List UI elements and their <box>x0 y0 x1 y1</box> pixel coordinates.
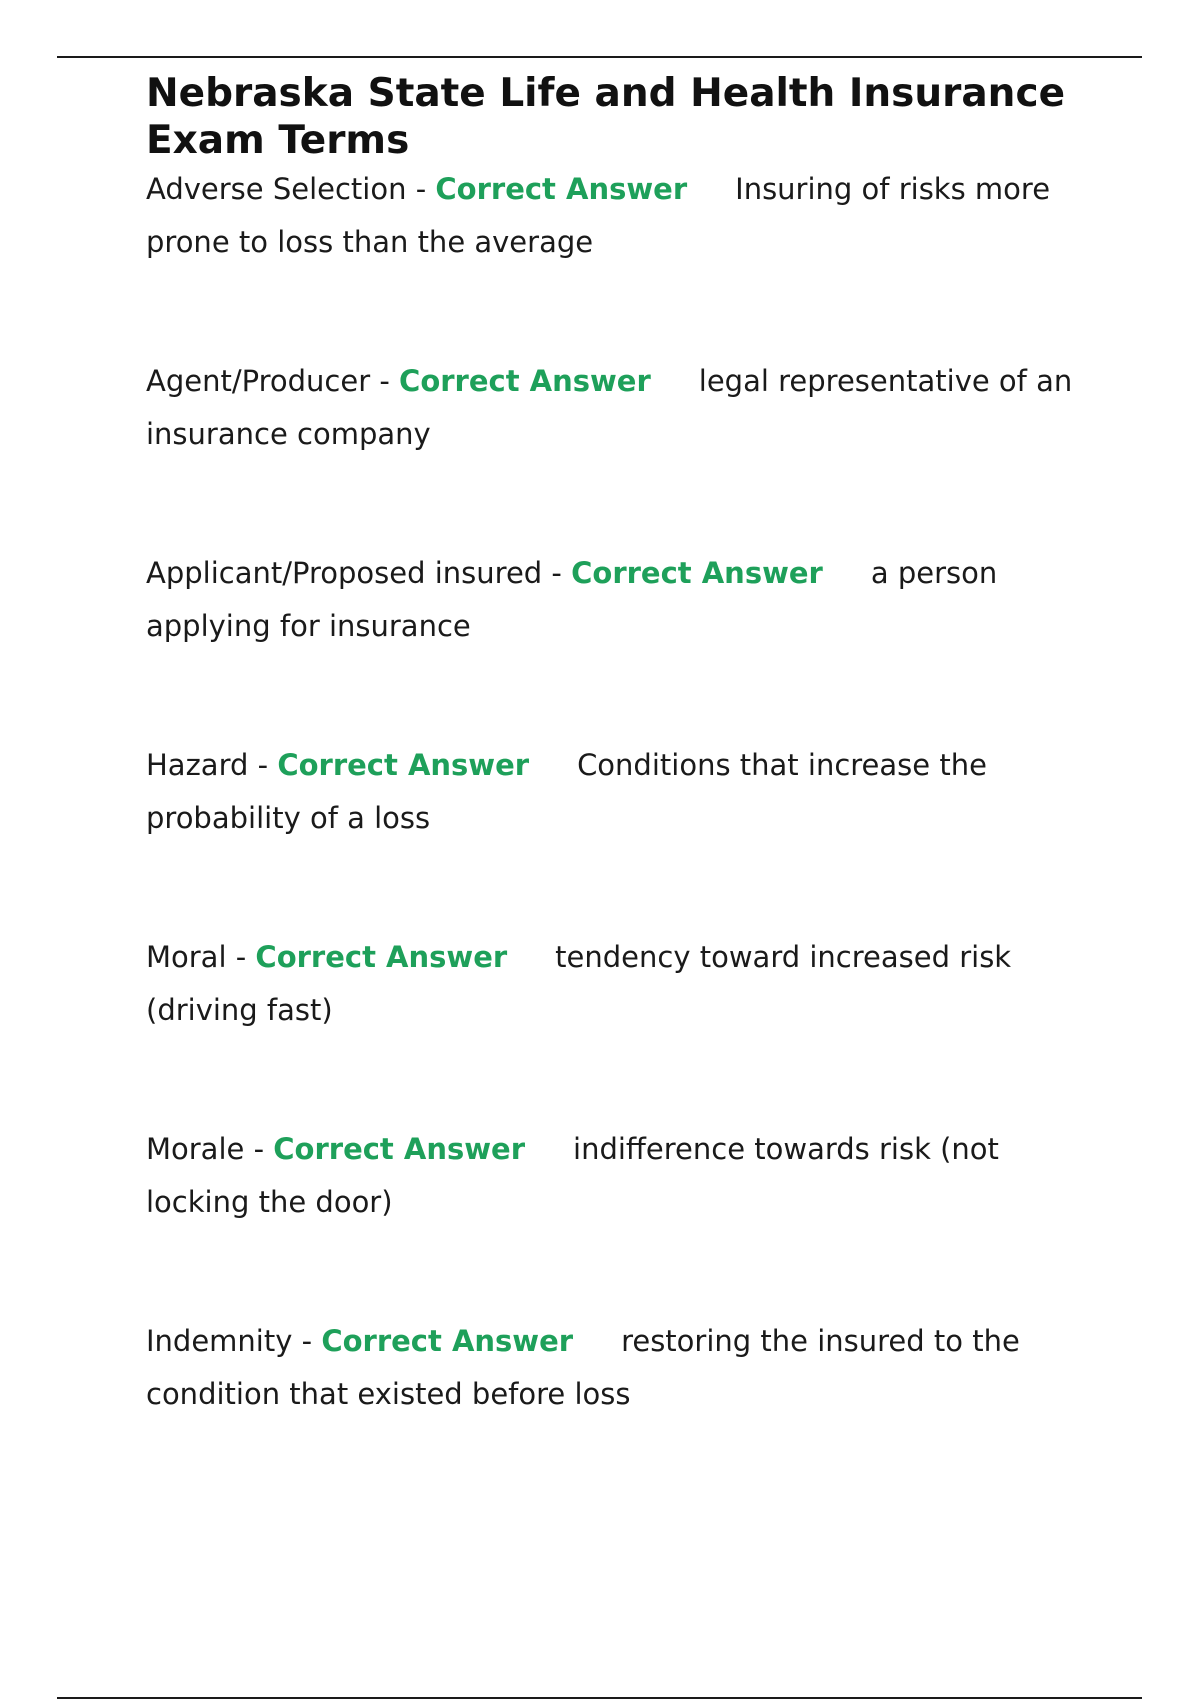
term-name: Applicant/Proposed insured <box>146 556 543 590</box>
document-body <box>146 70 1106 1507</box>
term-entry <box>146 163 1106 269</box>
term-name: Indemnity <box>146 1324 293 1358</box>
correct-answer-label: Correct Answer <box>277 748 530 782</box>
term-definition: a person applying for insurance <box>146 556 998 643</box>
term-definition: indifference towards risk (not locking the door) <box>146 1132 999 1219</box>
term-definition: tendency toward increased risk (driving fast) <box>146 940 1012 1027</box>
document-title: Nebraska State Life and Health Insurance Exam Terms <box>146 71 1066 163</box>
correct-answer-label: Correct Answer <box>399 364 651 398</box>
term-list <box>146 163 1106 1421</box>
term-name: Hazard <box>146 748 249 782</box>
term-separator: - <box>248 748 278 782</box>
term-entry <box>146 1315 1106 1421</box>
correct-answer-label: Correct Answer <box>435 172 688 206</box>
correct-answer-label: Correct Answer <box>571 556 823 590</box>
term-entry <box>146 931 1106 1037</box>
term-name: Moral <box>146 940 227 974</box>
correct-answer-label: Correct Answer <box>255 940 508 974</box>
term-separator: - <box>370 364 400 398</box>
term-definition: restoring the insured to the condition that existed before loss <box>146 1324 1020 1411</box>
term-definition: Conditions that increase the probability of a loss <box>146 748 987 835</box>
term-name: Adverse Selection <box>146 172 407 206</box>
top-rule <box>57 56 1142 58</box>
correct-answer-label: Correct Answer <box>273 1132 526 1166</box>
term-separator: - <box>542 556 572 590</box>
term-separator: - <box>226 940 256 974</box>
term-definition: legal representative of an insurance company <box>146 364 1073 451</box>
term-separator: - <box>292 1324 322 1358</box>
term-separator: - <box>406 172 436 206</box>
correct-answer-label: Correct Answer <box>321 1324 574 1358</box>
term-entry <box>146 1123 1106 1229</box>
term-entry <box>146 547 1106 653</box>
term-name: Agent/Producer <box>146 364 371 398</box>
term-entry <box>146 739 1106 845</box>
term-definition: Insuring of risks more prone to loss than the average <box>146 172 1051 259</box>
term-separator: - <box>244 1132 274 1166</box>
term-name: Morale <box>146 1132 245 1166</box>
bottom-rule <box>57 1697 1142 1699</box>
term-entry <box>146 355 1106 461</box>
